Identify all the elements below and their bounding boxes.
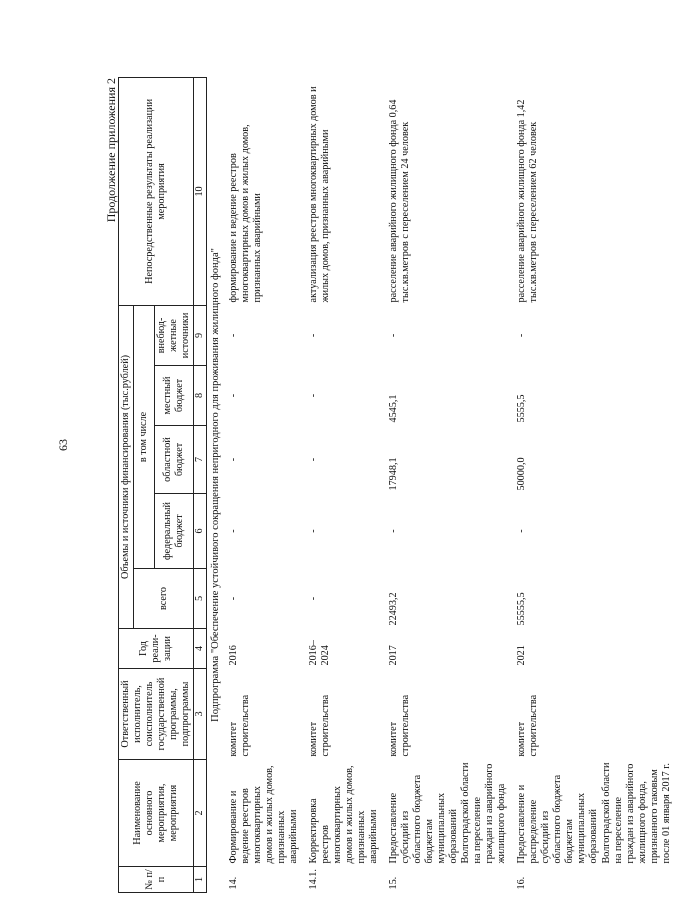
header-extra: внебюд-жетные источники	[155, 305, 194, 365]
rotated-page-content	[104, 78, 672, 893]
row-year: 2017	[387, 645, 399, 666]
row-result: расселение аварийного жилищного фонда 0,64 тыс.кв.метров с переселением 24 человек	[387, 99, 411, 303]
row-total: 55555,5	[516, 592, 528, 626]
row-total: -	[227, 596, 239, 601]
table-row	[388, 77, 516, 892]
subprogram-title: Подпрограмма "Обеспечение устойчивого сокращения непригодного для проживания жилищного фонда"	[210, 248, 222, 722]
continuation-heading: Продолжение приложения 2	[104, 78, 118, 223]
row-regional: 17948,1	[387, 457, 399, 491]
table-row	[516, 77, 680, 892]
col-number: 4	[194, 629, 207, 669]
row-result: формирование и ведение реестров многоквартирных домов и жилых домов, признанных аварийными	[227, 124, 263, 303]
row-executor: комитет строительства	[307, 694, 331, 757]
row-local: -	[307, 393, 319, 398]
row-number: 14.1.	[307, 869, 319, 890]
row-year: 2016	[227, 645, 239, 666]
header-regional: областной бюджет	[155, 426, 194, 494]
row-executor: комитет строительства	[227, 694, 251, 757]
col-number: 1	[194, 867, 207, 893]
row-executor: комитет строительства	[387, 694, 411, 757]
program-table	[118, 77, 681, 893]
row-extra: -	[516, 333, 528, 338]
row-name: Формирование и ведение реестров многоквартирных домов и жилых домов, признанных аварийными	[227, 765, 299, 864]
row-extra: -	[387, 333, 399, 338]
header-name: Наименование основного мероприятия, мероприятия	[119, 760, 194, 867]
row-name: Корректировка реестров многоквартирных домов и жилых домов, признанных аварийными	[307, 765, 379, 864]
header-number: № п/п	[119, 867, 194, 893]
table-row	[308, 77, 388, 892]
row-name: Предоставление и распределение субсидий из областного бюджета бюджетам муниципальных образований Волгоградской области на переселение граждан из аварийного жилищного фонда, признанного таковым после 01 января 2017 г.	[516, 762, 672, 864]
row-year: 2016–2024	[307, 640, 331, 666]
row-year: 2021	[516, 645, 528, 666]
column-numbers-row	[194, 77, 207, 892]
header-federal: федеральный бюджет	[155, 494, 194, 569]
row-number: 14.	[227, 876, 239, 890]
table-row	[228, 77, 308, 892]
col-number: 3	[194, 669, 207, 760]
row-federal: -	[307, 529, 319, 533]
row-number: 15.	[387, 876, 399, 890]
row-regional: -	[227, 457, 239, 462]
row-local: -	[227, 393, 239, 398]
col-number: 10	[194, 77, 207, 305]
col-number: 5	[194, 569, 207, 629]
header-year: Год реали-зации	[119, 629, 194, 669]
row-local: 4545,1	[387, 394, 399, 423]
row-federal: -	[387, 529, 399, 533]
col-number: 8	[194, 366, 207, 426]
col-number: 7	[194, 426, 207, 494]
row-local: 5555,5	[516, 394, 528, 423]
row-total: -	[307, 596, 319, 601]
header-result: Непосредственные результаты реализации мероприятия	[119, 77, 194, 305]
row-name: Предоставление субсидий из областного бюджета бюджетам муниципальных образований Волгоградской области на переселение граждан из аварийного жилищного фонда	[387, 762, 508, 864]
row-extra: -	[307, 333, 319, 338]
col-number: 2	[194, 760, 207, 867]
col-number: 9	[194, 305, 207, 365]
row-regional: 50000,0	[516, 457, 528, 491]
row-number: 16.	[516, 876, 528, 890]
row-total: 22493,2	[387, 592, 399, 626]
header-executor: Ответственный исполнитель, соисполнитель государственной программы, подпрограммы	[119, 669, 194, 760]
row-result: актуализация реестров многоквартирных домов и жилых домов, признанных аварийными	[307, 86, 331, 303]
subprogram-row	[207, 77, 228, 892]
header-total: всего	[134, 569, 194, 629]
row-result: расселение аварийного жилищного фонда 1,42 тыс.кв.метров с переселением 62 человек	[516, 99, 540, 303]
row-federal: -	[227, 529, 239, 533]
row-extra: -	[227, 333, 239, 338]
header-row-1	[119, 77, 134, 892]
header-local: местный бюджет	[155, 366, 194, 426]
row-regional: -	[307, 457, 319, 462]
row-federal: -	[516, 529, 528, 533]
header-including: в том числе	[134, 305, 155, 568]
col-number: 6	[194, 494, 207, 569]
page-number: 63	[56, 439, 70, 451]
row-executor: комитет строительства	[516, 694, 540, 757]
header-financing: Объемы и источники финансирования (тыс.рублей)	[119, 305, 134, 628]
